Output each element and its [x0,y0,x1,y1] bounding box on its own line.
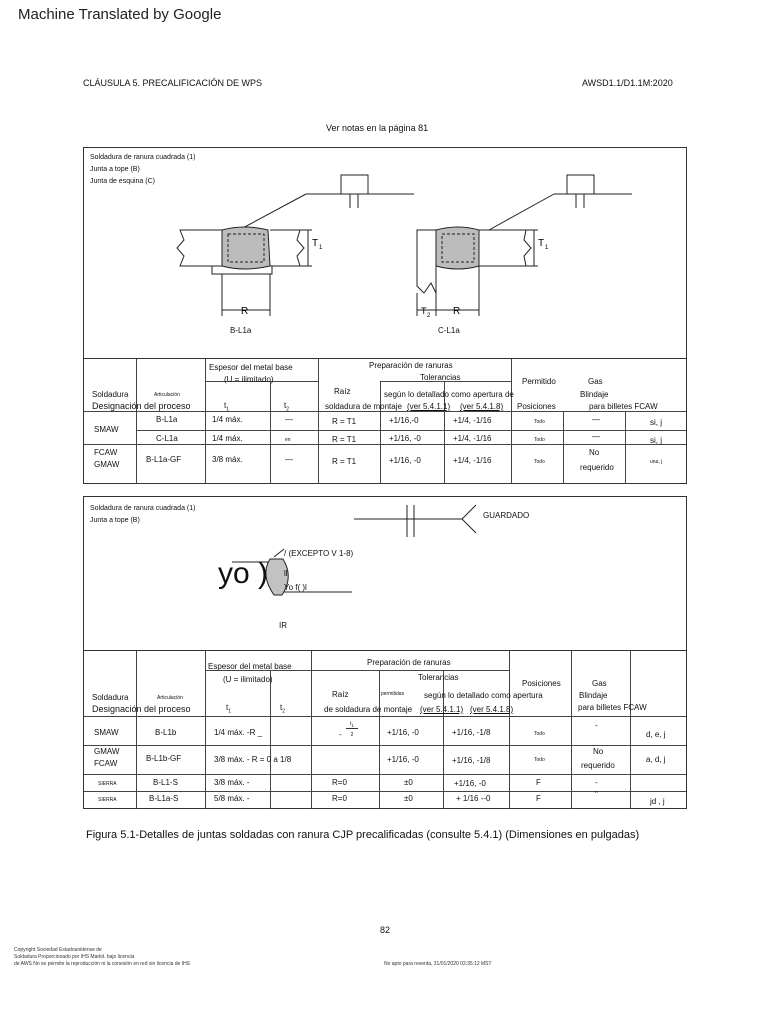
cell-pos: Todo [534,459,545,465]
yo-full-label: Yo f( )l [284,583,307,592]
cell-tol1: +1/16, -0 [387,755,419,764]
cell-root: R = T1 [332,417,357,426]
guardado-label: GUARDADO [483,511,530,520]
th-permitted: Permitido [522,377,556,386]
th-welding: Soldadura [92,390,129,399]
cell-gas: " [595,790,598,799]
cell-gas: — [592,432,600,441]
cell-gas: No [589,448,600,457]
panel-square-groove-2 [83,496,687,809]
cell-process: SIERRA [98,781,117,787]
weld-symbol-svg [84,497,686,647]
corner-joint-drawing [417,175,632,316]
th-t2-sub-2: 2 [282,708,286,715]
cell-gas: - [595,721,598,730]
cell-tol2: +1/4, -1/16 [453,416,492,425]
dim-r-right: R [453,306,461,317]
footer-copyright-3: de AWS No se permite la reproducción ni la conexión en red sin licencia de IHS [14,961,191,967]
th-gas: Gas [588,377,603,386]
th-gas-2: Gas [592,679,607,688]
cell-gas-2: requerido [581,761,615,770]
dim-t2-right-sub: 2 [427,313,431,319]
cell-process: SIERRA [98,797,117,803]
figure-caption: Figura 5.1-Detalles de juntas soldadas con ranura CJP precalificadas (consulte 5.4.1) (Dimensiones en pulgadas) [86,829,640,841]
cell-tol1: +1/16,-0 [389,416,419,425]
cell-tol2: +1/16, -0 [454,779,486,788]
cell-t2: en [285,437,291,443]
th-blindaje-2: Blindaje [579,691,608,700]
cell-joint: B-L1b [155,728,177,737]
cell-tol2: +1/4, -1/16 [453,456,492,465]
panel1-label-2: Junta a tope (B) [90,166,140,173]
cell-process-2: GMAW [94,460,120,469]
th-positions-2: Posiciones [522,679,561,688]
cell-t2: — [285,415,293,424]
cell-process-2: FCAW [94,759,118,768]
cell-pos: F [536,794,541,803]
footer-copyright-1: Copyright Sociedad Estadounidense de [14,947,102,953]
cell-tol1: ±0 [404,794,413,803]
th-base-metal: Espesor del metal base [209,363,293,372]
cell-root: R = T1 [332,457,357,466]
joint-diagram-svg [84,148,686,358]
cell-tol2: +1/16, -1/8 [452,728,491,737]
yo-label: yo ) [218,557,269,590]
fig-caption-bl1a: B-L1a [230,326,252,335]
cell-pos: F [536,778,541,787]
cell-notes: si, j [650,418,662,427]
th-positions: Posiciones [517,402,556,411]
header-standard: AWSD1.1/D1.1M:2020 [582,78,673,88]
cell-notes: a, d, j [646,755,666,764]
footer-resale-note: No apto para reventa, 31/01/2020 02:35:12 MST [384,961,492,967]
cell-joint: B-L1a-GF [146,455,182,464]
panel2-label-1: Soldadura de ranura cuadrada (1) [90,505,196,512]
cell-joint: B-L1b-GF [146,754,182,763]
cell-joint: B-L1a-S [149,794,179,803]
th-as-detailed-2: según lo detallado como apertura [424,691,543,700]
th-tolerances: Tolerancias [420,373,461,382]
th-root: Raíz [334,387,351,396]
cell-process: SMAW [94,425,119,434]
cell-tol2: +1/4, -1/16 [453,434,492,443]
th-ver2: (ver 5.4.1.8) [460,402,504,411]
cell-root-den: 2 [350,732,354,738]
dim-t1-right-sub: 1 [545,245,549,251]
cell-notes: d, e, j [646,730,666,739]
th-ver1-2: (ver 5.4.1.1) [420,705,464,714]
cell-notes: si, j [650,436,662,445]
panel1-table [84,358,686,484]
th-t1: t [224,401,227,410]
th-process-2: Designación del proceso [92,704,191,714]
panel1-label-3: Junta de esquina (C) [90,178,155,185]
fig-caption-cl1a: C-L1a [438,326,460,335]
cell-pos: Todo [534,437,545,443]
cell-tol1: +1/16, -0 [389,456,421,465]
cell-gas: - [595,778,598,787]
dim-t2-right: T [421,306,427,316]
cell-root: R = T1 [332,435,357,444]
th-blindaje: Blindaje [580,390,609,399]
weld-symbol-drawing [232,505,476,595]
cell-tol1: +1/16, -0 [389,434,421,443]
cell-process: GMAW [94,747,120,756]
cell-root-pre: - [339,730,342,739]
footer-copyright-2: Soldadura Proporcionado por IHS Markit. bajo licencia [14,954,135,960]
cell-notes: jd , j [650,797,665,806]
th-ver1: (ver 5.4.1.1) [407,402,451,411]
panel2-table [84,650,686,809]
th-articulated: Articulación [154,392,180,398]
cell-root: R=0 [332,794,347,803]
cell-tol1: +1/16, -0 [387,728,419,737]
th-root-2: Raíz [332,690,349,699]
cell-joint: B-L1a [156,415,178,424]
page-number: 82 [380,925,391,935]
cell-tol1: ±0 [404,778,413,787]
th-as-detailed: según lo detallado como apertura de [384,390,514,399]
panel-square-groove-1 [83,147,687,484]
cell-joint: C-L1a [156,434,178,443]
th-t2-sub: 2 [286,406,290,413]
th-groove-prep-2: Preparación de ranuras [367,658,451,667]
cell-t1: 3/8 máx. [212,455,243,464]
cell-t1: 3/8 máx. - R = 0 a 1/8 [214,755,292,764]
th-t2: t [284,401,287,410]
panel2-label-2: Junta a tope (B) [90,517,140,524]
cell-t1: 1/4 máx. [212,434,243,443]
th-groove-prep: Preparación de ranuras [369,361,453,370]
dim-t1-right: T [538,238,545,249]
excepto-label: / (EXCEPTO V 1-8) [284,549,354,558]
cell-root-sub: 1 [351,723,354,728]
th-montaje-2: de soldadura de montaje [324,705,413,714]
cell-gas-2: requerido [580,463,614,472]
dim-r-left: R [241,306,249,317]
butt-joint-drawing [177,175,414,316]
cell-tol2: +1/16, -1/8 [452,756,491,765]
machine-translated-banner: Machine Translated by Google [18,6,222,23]
th-permitted-2: permitidas [381,691,405,697]
cell-t1: 3/8 máx. - [214,778,250,787]
cell-joint: B-L1-S [153,778,178,787]
th-billets-2: para billetes FCAW [578,703,647,712]
cell-t1: 1/4 máx. [212,415,243,424]
th-t1-2: t [226,703,229,712]
cell-notes: una, j [650,459,663,465]
dim-t1-left-sub: 1 [319,245,323,251]
cell-root-num: t [350,721,352,727]
th-tolerances-2: Tolerancias [418,673,459,682]
th-t2-2: t [280,703,283,712]
dim-t1-left: T [312,238,319,249]
th-articulated-2: Articulación [157,695,183,701]
cell-gas: No [593,747,604,756]
notes-reference: Ver notas en la página 81 [326,123,429,133]
th-root2: soldadura de montaje [325,402,402,411]
cell-process: SMAW [94,728,119,737]
cell-root: R=0 [332,778,347,787]
th-t1-sub: 1 [226,406,230,413]
header-clause: CLÁUSULA 5. PRECALIFICACIÓN DE WPS [83,78,263,88]
th-unlimited-2: (U = ilimitado) [223,675,273,684]
th-billets: para billetes FCAW [589,402,658,411]
th-process: Designación del proceso [92,401,191,411]
ir-label: IR [279,621,287,630]
cell-process: FCAW [94,448,118,457]
cell-gas: — [592,415,600,424]
cell-pos: Todo [534,419,545,425]
th-unlimited: (U = ilimitado) [224,375,274,384]
cell-t2: — [285,455,293,464]
th-t1-sub-2: 1 [228,708,232,715]
cell-t1: 5/8 máx. - [214,794,250,803]
cell-pos: Todo [534,731,545,737]
th-welding-2: Soldadura [92,693,129,702]
cell-tol2: + 1/16 --0 [456,794,491,803]
th-base-metal-2: Espesor del metal base [208,662,292,671]
panel1-label-1: Soldadura de ranura cuadrada (1) [90,154,196,161]
cell-pos: Todo [534,757,545,763]
th-ver2-2: (ver 5.4.1.8) [470,705,514,714]
ll-label: ll [284,569,288,578]
cell-t1: 1/4 máx. -R _ [214,728,263,737]
